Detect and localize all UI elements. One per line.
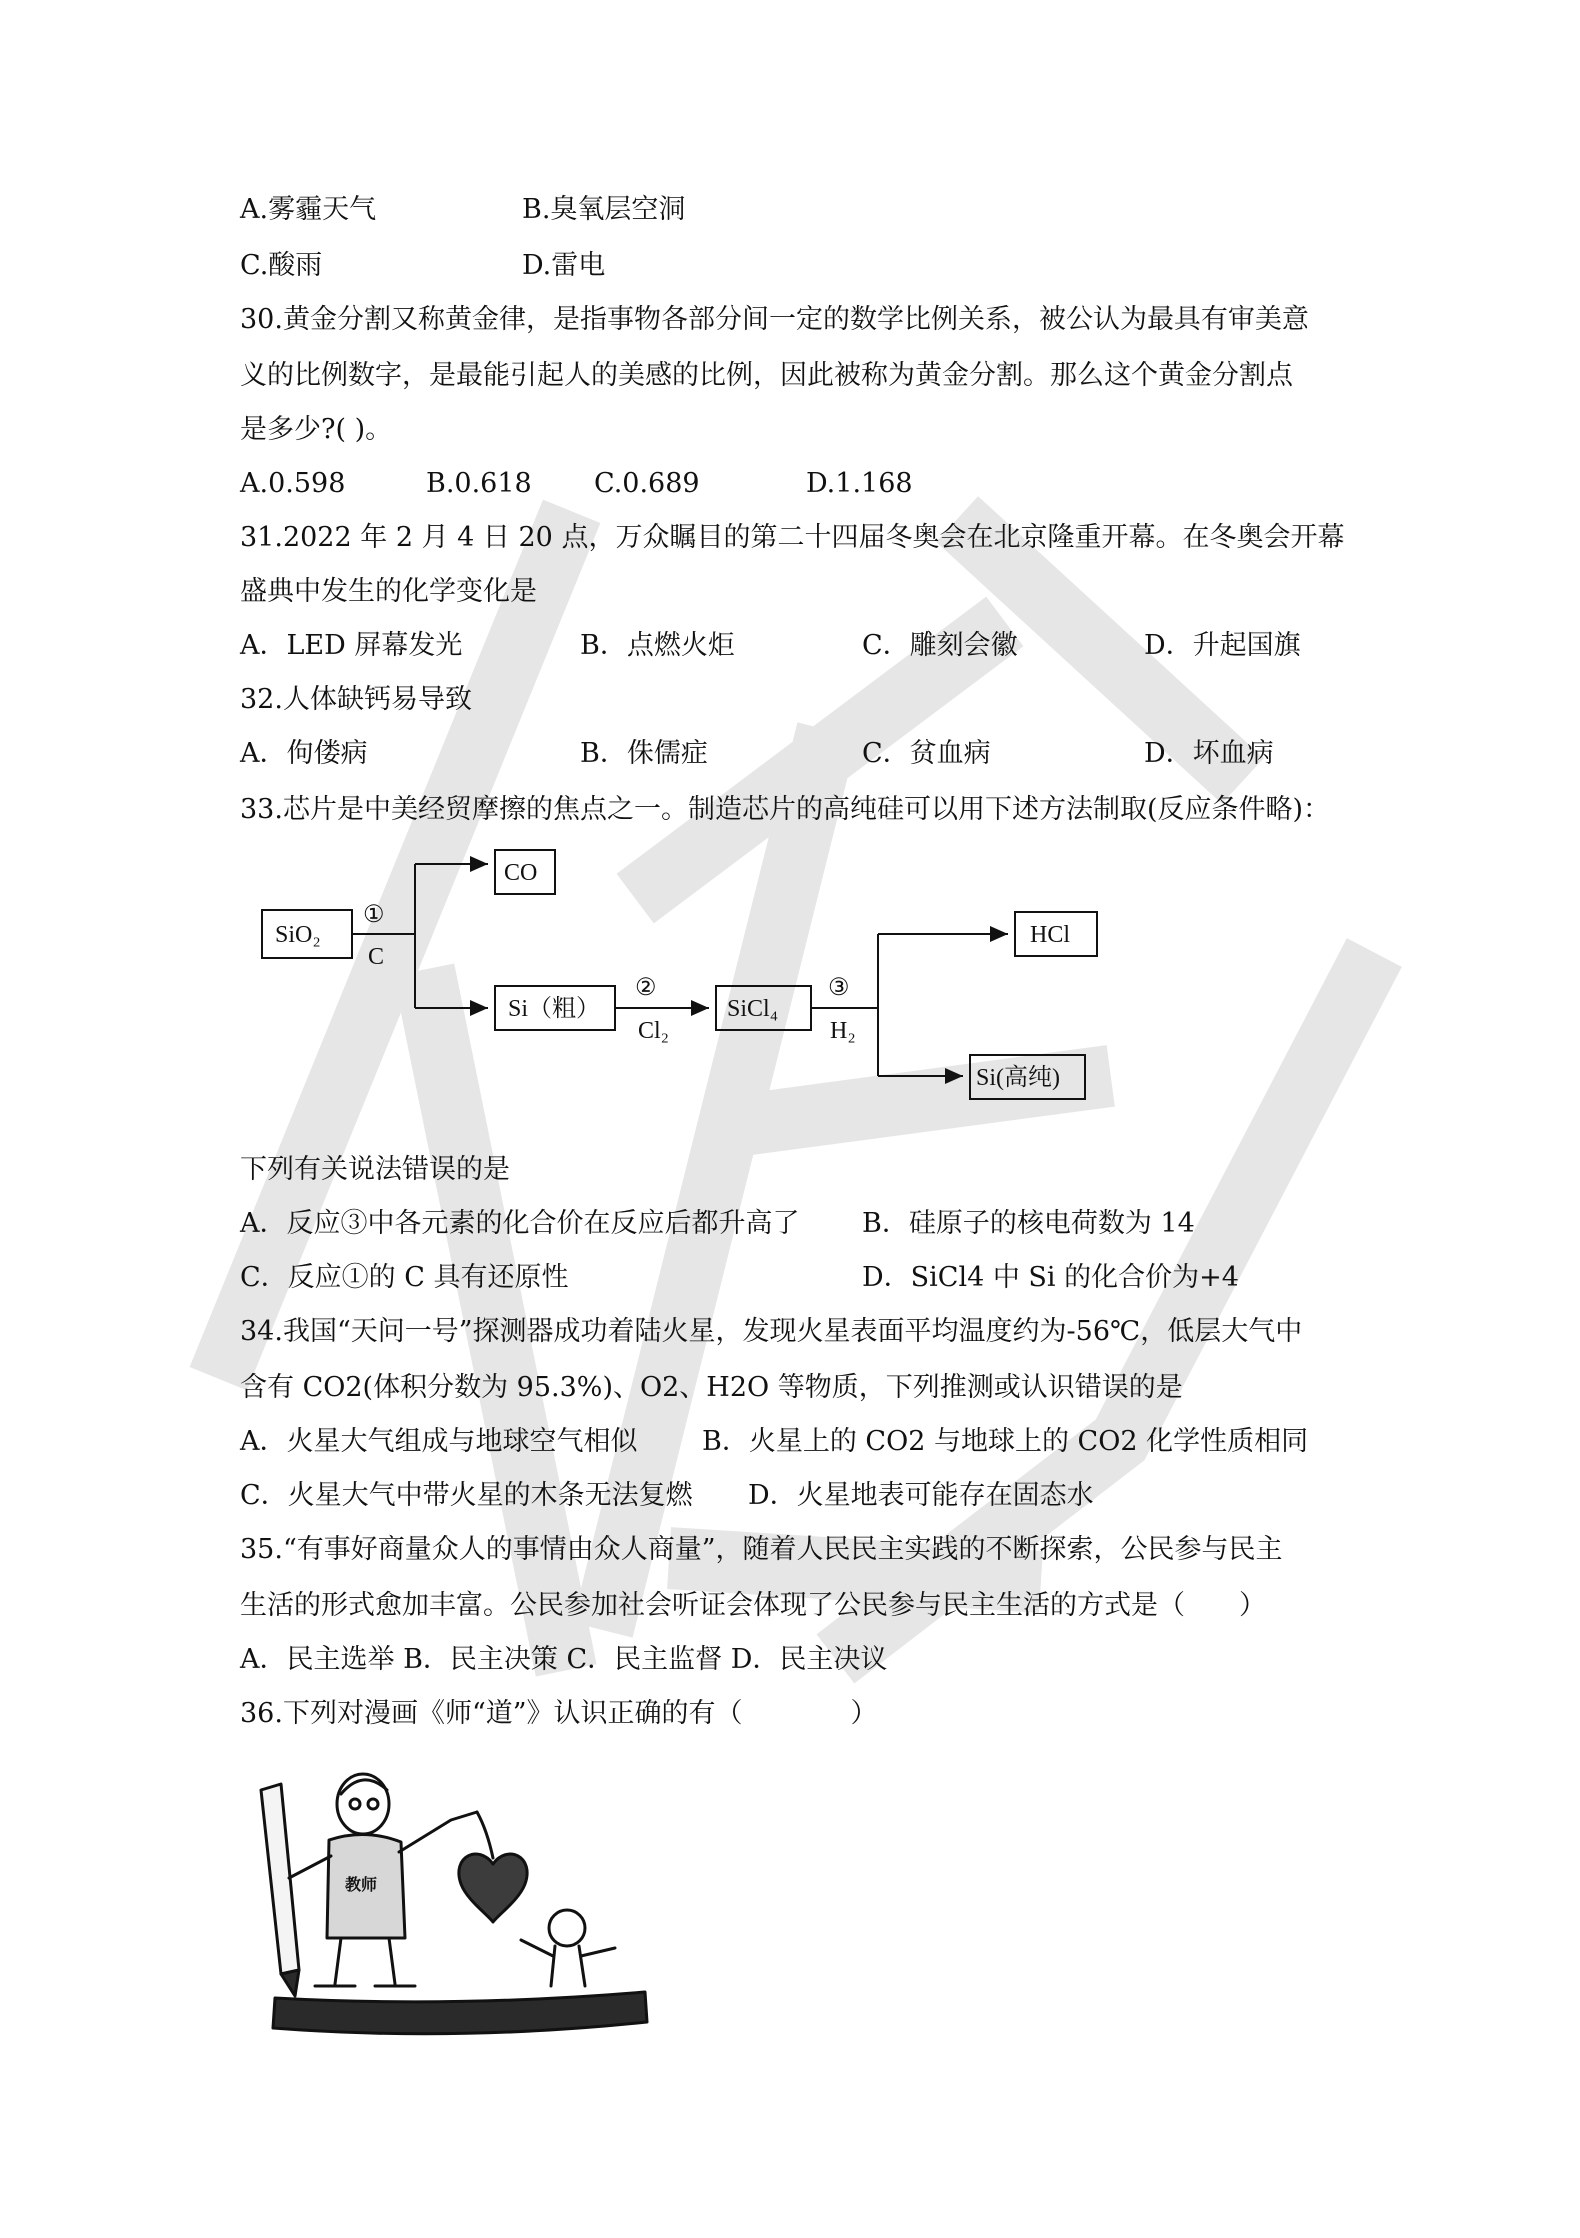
q29-option-a: A.雾霾天气 [240,194,377,225]
q30-option-b: B.0.618 [426,468,532,499]
q30-stem-line3: 是多少?( )。 [240,414,393,445]
q32-option-b: B．侏儒症 [580,738,708,769]
q30-option-d: D.1.168 [806,468,913,499]
q31-option-d: D．升起国旗 [1144,630,1301,661]
q34-option-a: A．火星大气组成与地球空气相似 [240,1426,638,1457]
q31-stem-line2: 盛典中发生的化学变化是 [240,576,537,607]
label-co: CO [504,860,538,886]
q35-stem-line1: 35.“有事好商量众人的事情由众人商量”，随着人民民主实践的不断探索，公民参与民主 [240,1534,1283,1565]
q30-option-a: A.0.598 [240,468,346,499]
q34-stem-line1: 34.我国“天问一号”探测器成功着陆火星，发现火星表面平均温度约为-56℃，低层大气中 [240,1316,1303,1347]
q31-stem-line1: 31.2022 年 2 月 4 日 20 点，万众瞩目的第二十四届冬奥会在北京隆重开幕。在冬奥会开幕 [240,522,1345,553]
label-sio2: SiO₂ [275,922,321,948]
q31-option-c: C．雕刻会徽 [862,630,1018,661]
q29-option-c: C.酸雨 [240,250,323,281]
q34-option-b: B．火星上的 CO2 与地球上的 CO2 化学性质相同 [702,1426,1309,1457]
q32-option-a: A．佝偻病 [240,738,368,769]
label-hcl: HCl [1030,922,1071,948]
q34-option-d: D．火星地表可能存在固态水 [748,1480,1094,1511]
q33-option-c: C．反应①的 C 具有还原性 [240,1262,569,1293]
q35-options: A．民主选举 B．民主决策 C．民主监督 D．民主决议 [240,1644,888,1675]
q34-stem-line2: 含有 CO2(体积分数为 95.3%)、O2、H2O 等物质，下列推测或认识错误的是 [240,1372,1183,1403]
q35-stem-line2: 生活的形式愈加丰富。公民参加社会听证会体现了公民参与民主生活的方式是（ ） [240,1590,1266,1621]
q33-option-b: B．硅原子的核电荷数为 14 [862,1208,1195,1239]
q32-option-d: D．坏血病 [1144,738,1274,769]
q30-stem-line1: 30.黄金分割又称黄金律，是指事物各部分间一定的数学比例关系，被公认为最具有审美意 [240,304,1309,335]
cartoon-teacher-label: 教师 [345,1875,378,1894]
q30-option-c: C.0.689 [594,468,700,499]
q33-stem: 33.芯片是中美经贸摩擦的焦点之一。制造芯片的高纯硅可以用下述方法制取(反应条件略)： [240,794,1331,825]
q34-option-c: C．火星大气中带火星的木条无法复燃 [240,1480,693,1511]
q33-option-d: D．SiCl4 中 Si 的化合价为+4 [862,1262,1239,1293]
q36-stem: 36.下列对漫画《师“道”》认识正确的有（ ） [240,1698,878,1729]
q32-stem: 32.人体缺钙易导致 [240,684,472,715]
silicon-process-diagram [240,840,1120,1130]
label-si-pure: Si(高纯) [976,1065,1060,1091]
label-sicl4: SiCl₄ [727,996,779,1022]
label-step2: ② [635,975,657,1001]
q32-option-c: C．贫血病 [862,738,991,769]
label-si-crude: Si（粗） [508,996,601,1022]
q29-option-b: B.臭氧层空洞 [522,194,686,225]
label-step1: ① [363,902,385,928]
teacher-cartoon-illustration [255,1760,650,2050]
label-reagent-h2: H₂ [830,1018,856,1044]
q29-option-d: D.雷电 [522,250,606,281]
q31-option-b: B．点燃火炬 [580,630,735,661]
q33-prompt: 下列有关说法错误的是 [240,1154,510,1185]
q30-stem-line2: 义的比例数字，是最能引起人的美感的比例，因此被称为黄金分割。那么这个黄金分割点 [240,360,1293,391]
q33-option-a: A．反应③中各元素的化合价在反应后都升高了 [240,1208,800,1239]
label-reagent-cl2: Cl₂ [638,1018,670,1044]
label-reagent-c: C [368,944,385,970]
q31-option-a: A．LED 屏幕发光 [240,630,463,661]
label-step3: ③ [828,975,850,1001]
